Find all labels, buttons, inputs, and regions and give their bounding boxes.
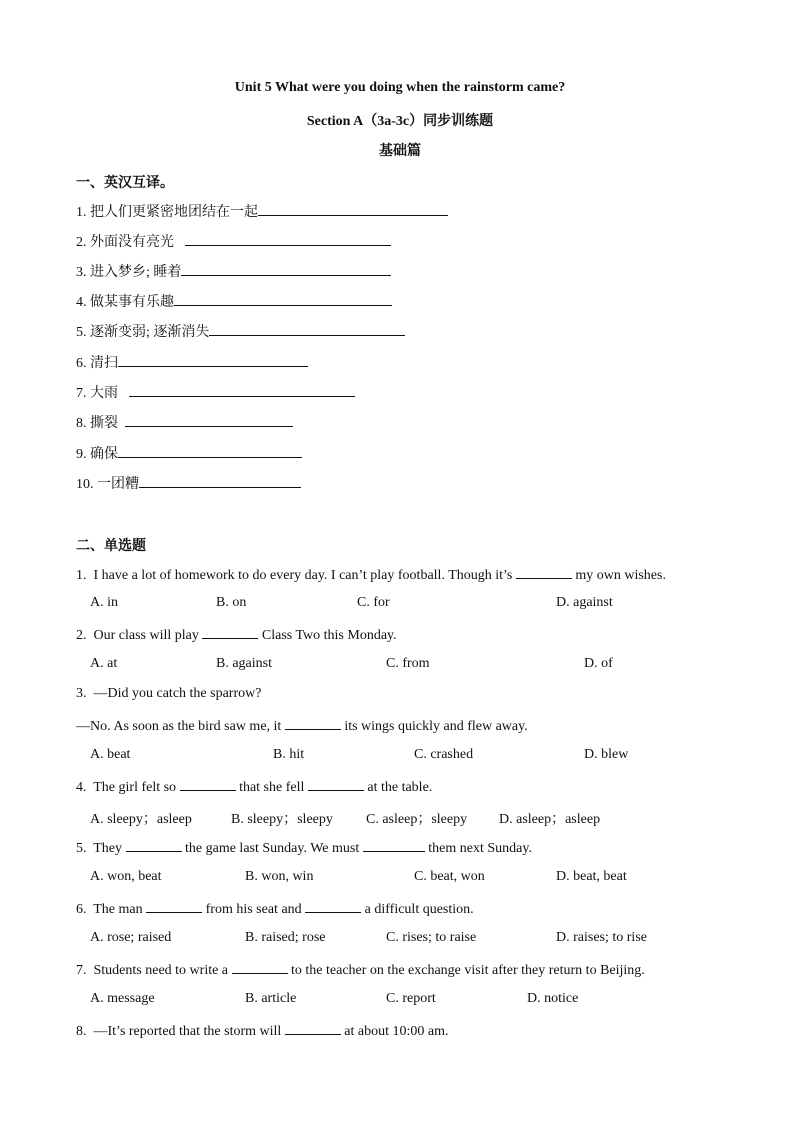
question-4-option-b[interactable]: B. sleepy；sleepy (231, 812, 333, 827)
question-6-stem: 6. The man from his seat and a difficult question. (76, 899, 474, 918)
question-2-option-d[interactable]: D. of (584, 656, 613, 671)
question-5-option-b[interactable]: B. won, win (245, 869, 314, 884)
question-6-option-c[interactable]: C. rises; to raise (386, 930, 477, 945)
translation-item-7: 7. 大雨 (76, 382, 355, 402)
answer-blank[interactable] (118, 353, 308, 367)
answer-blank[interactable] (125, 413, 293, 427)
answer-blank[interactable] (126, 838, 182, 852)
translation-item-3: 3. 进入梦乡; 睡着 (76, 261, 391, 281)
question-8-stem: 8. —It’s reported that the storm will at about 10:00 am. (76, 1021, 449, 1040)
question-5-option-c[interactable]: C. beat, won (414, 869, 485, 884)
translation-item-5: 5. 逐渐变弱; 逐渐消失 (76, 321, 405, 341)
question-2-option-b[interactable]: B. against (216, 656, 272, 671)
translation-item-6: 6. 清扫 (76, 352, 308, 372)
translation-item-4: 4. 做某事有乐趣 (76, 291, 392, 311)
section-2-heading: 二、单选题 (76, 539, 146, 554)
question-1-option-d[interactable]: D. against (556, 595, 613, 610)
question-1-option-a[interactable]: A. in (90, 595, 118, 610)
question-1-option-b[interactable]: B. on (216, 595, 247, 610)
translation-item-8: 8. 撕裂 (76, 412, 293, 432)
answer-blank[interactable] (139, 474, 301, 488)
question-7-option-a[interactable]: A. message (90, 991, 155, 1006)
translation-item-2: 2. 外面没有亮光 (76, 231, 391, 251)
question-1-stem: 1. I have a lot of homework to do every day. I can’t play football. Though it’s my own wishes. (76, 565, 666, 584)
translation-item-10: 10. 一团糟 (76, 473, 301, 493)
answer-blank[interactable] (285, 1021, 341, 1035)
question-7-option-c[interactable]: C. report (386, 991, 436, 1006)
question-5-stem: 5. They the game last Sunday. We must them next Sunday. (76, 838, 532, 857)
answer-blank[interactable] (209, 322, 405, 336)
question-4-stem: 4. The girl felt so that she fell at the table. (76, 777, 432, 796)
question-2-option-a[interactable]: A. at (90, 656, 118, 671)
question-4-option-d[interactable]: D. asleep；asleep (499, 812, 601, 827)
answer-blank[interactable] (180, 777, 236, 791)
answer-blank[interactable] (258, 202, 448, 216)
question-1-option-c[interactable]: C. for (357, 595, 390, 610)
translation-item-1: 1. 把人们更紧密地团结在一起 (76, 201, 448, 221)
question-3-option-a[interactable]: A. beat (90, 747, 131, 762)
question-4-option-c[interactable]: C. asleep；sleepy (366, 812, 468, 827)
question-7-option-d[interactable]: D. notice (527, 991, 579, 1006)
page-subtitle: Section A（3a-3c）同步训练题 (306, 114, 494, 129)
question-3-option-d[interactable]: D. blew (584, 747, 629, 762)
answer-blank[interactable] (308, 777, 364, 791)
translation-item-9: 9. 确保 (76, 443, 302, 463)
answer-blank[interactable] (363, 838, 425, 852)
answer-blank[interactable] (232, 960, 288, 974)
section-1-heading: 一、英汉互译。 (76, 176, 174, 191)
answer-blank[interactable] (129, 383, 355, 397)
answer-blank[interactable] (202, 625, 258, 639)
question-7-stem: 7. Students need to write a to the teacher on the exchange visit after they return to Beijing. (76, 960, 645, 979)
question-3-option-c[interactable]: C. crashed (414, 747, 474, 762)
question-6-option-a[interactable]: A. rose; raised (90, 930, 172, 945)
answer-blank[interactable] (285, 716, 341, 730)
answer-blank[interactable] (185, 232, 391, 246)
question-5-option-d[interactable]: D. beat, beat (556, 869, 627, 884)
question-7-option-b[interactable]: B. article (245, 991, 297, 1006)
question-4-option-a[interactable]: A. sleepy；asleep (90, 812, 192, 827)
answer-blank[interactable] (174, 292, 392, 306)
page-title: Unit 5 What were you doing when the rainstorm came? (234, 80, 566, 95)
question-2-stem: 2. Our class will play Class Two this Monday. (76, 625, 397, 644)
question-3-stem: 3. —Did you catch the sparrow? (76, 686, 262, 701)
answer-blank[interactable] (181, 262, 391, 276)
question-6-option-b[interactable]: B. raised; rose (245, 930, 326, 945)
answer-blank[interactable] (118, 444, 302, 458)
answer-blank[interactable] (516, 565, 572, 579)
question-3-response: —No. As soon as the bird saw me, it its wings quickly and flew away. (76, 716, 528, 735)
question-2-option-c[interactable]: C. from (386, 656, 430, 671)
question-3-option-b[interactable]: B. hit (273, 747, 305, 762)
question-5-option-a[interactable]: A. won, beat (90, 869, 162, 884)
question-6-option-d[interactable]: D. raises; to rise (556, 930, 647, 945)
difficulty-level: 基础篇 (379, 144, 421, 159)
answer-blank[interactable] (305, 899, 361, 913)
answer-blank[interactable] (146, 899, 202, 913)
